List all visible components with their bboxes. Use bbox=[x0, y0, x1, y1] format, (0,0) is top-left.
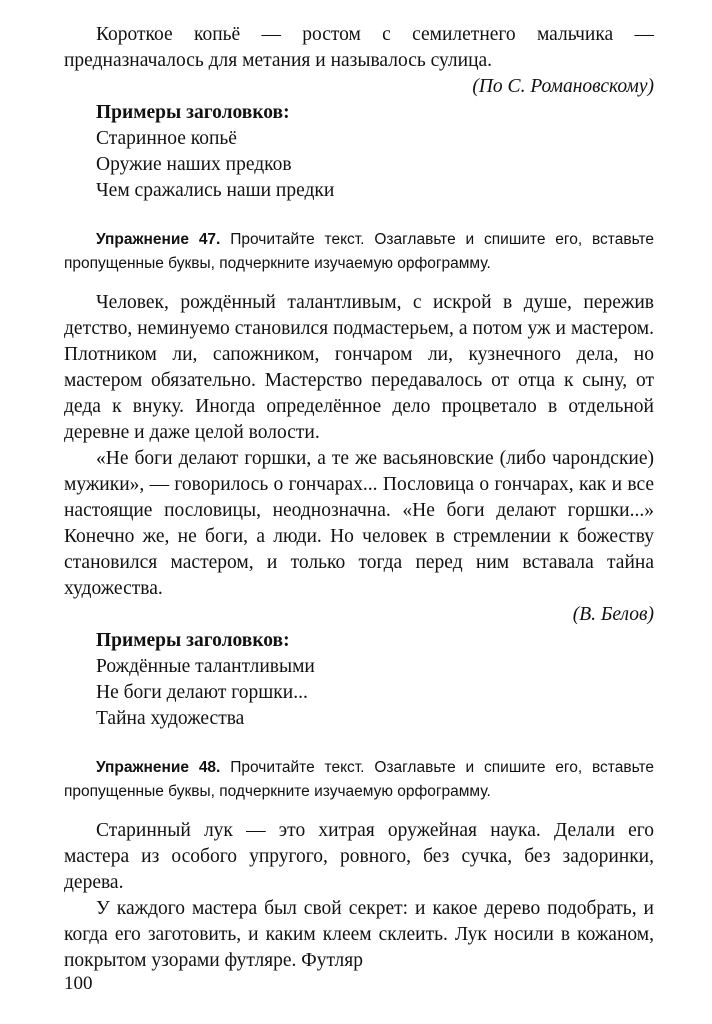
example-title: Не боги делают горшки... bbox=[96, 682, 308, 703]
exercise-47-label: Упражнение 47. bbox=[96, 231, 221, 248]
paragraph-secret: У каждого мастера был свой секрет: и какое дерево подобрать, и когда его заготовить, и каким клеем склеить. Лук носили в кожаном, покрытом узорами футляре. Футляр bbox=[64, 898, 654, 971]
example-title: Старинное копьё bbox=[96, 128, 237, 149]
exercise-48-label: Упражнение 48. bbox=[96, 759, 221, 776]
paragraph-proverb: «Не боги делают горшки, а те же васьяновские (либо чарондские) мужики», — говорилось о гончарах... Пословица о гончарах, как и все настоящие пословицы, неоднозначна. «Не боги делают горшки...» Конечно же, не боги, а люди. Но человек в стремлении к божеству становился мастером, и только тогда перед ним вставала тайна художества. bbox=[64, 448, 654, 599]
exercise-47-instruction: Прочитайте текст. Озаглавьте и спишите его, вставьте пропущенные буквы, подчеркните изучаемую орфограмму. bbox=[64, 231, 654, 272]
example-title: Рождённые талантливыми bbox=[96, 656, 315, 677]
paragraph-bow: Старинный лук — это хитрая оружейная наука. Делали его мастера из особого упругого, ровного, без сучка, без задоринки, дерева. bbox=[64, 820, 654, 893]
title-examples-1 bbox=[96, 100, 654, 204]
examples-heading: Примеры заголовков: bbox=[96, 630, 290, 651]
page-content bbox=[64, 22, 654, 974]
exercise-48-instruction: Прочитайте текст. Озаглавьте и спишите его, вставьте пропущенные буквы, подчеркните изучаемую орфограмму. bbox=[64, 759, 654, 800]
exercise-47-task bbox=[64, 228, 654, 276]
paragraph-spear: Короткое копьё — ростом с семилетнего мальчика — предназначалось для метания и называлось сулица. bbox=[64, 24, 654, 71]
examples-heading: Примеры заголовков: bbox=[96, 102, 290, 123]
page-number: 100 bbox=[64, 973, 93, 994]
title-examples-2 bbox=[96, 628, 654, 732]
source-belov: (В. Белов) bbox=[572, 604, 654, 625]
source-romanovsky: (По С. Романовскому) bbox=[472, 76, 654, 97]
paragraph-masters: Человек, рождённый талантливым, с искрой в душе, пережив детство, неминуемо становился подмастерьем, а потом уж и мастером. Плотником ли, сапожником, гончаром ли, кузнечного дела, но мастером обязательно. Мастерство передавалось от отца к сыну, от деда к внуку. Иногда определённое дело процветало в отдельной деревне и даже целой волости. bbox=[64, 292, 654, 443]
example-title: Оружие наших предков bbox=[96, 154, 292, 175]
exercise-48-task bbox=[64, 756, 654, 804]
example-title: Тайна художества bbox=[96, 708, 245, 729]
example-title: Чем сражались наши предки bbox=[96, 180, 335, 201]
